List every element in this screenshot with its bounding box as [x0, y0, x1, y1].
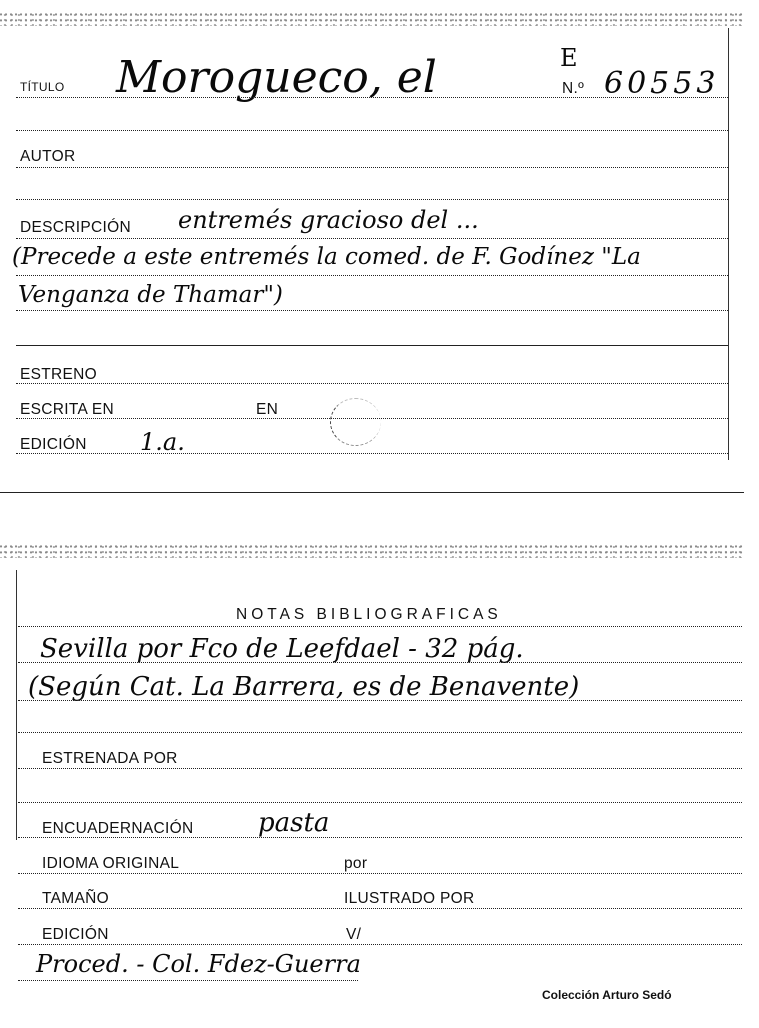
titulo-value: Morogueco, el [116, 52, 437, 103]
section-rule [16, 345, 728, 346]
catalog-card-top [0, 0, 759, 500]
descripcion-line-1: entremés gracioso del ... [178, 206, 479, 234]
notas-line-2: (Según Cat. La Barrera, es de Benavente) [28, 672, 580, 702]
descripcion-rule-3 [16, 310, 728, 311]
descripcion-line-2: (Precede a este entremés la comed. de F. Godínez "La [12, 244, 641, 270]
tamano-label: TAMAÑO [42, 890, 109, 907]
notas-rule-3 [18, 700, 742, 701]
titulo-rule [16, 97, 728, 98]
edicion-label: EDICIÓN [20, 436, 87, 453]
blank-rule-3 [18, 802, 742, 803]
estreno-rule [16, 383, 728, 384]
torn-edge [0, 544, 745, 558]
descripcion-line-3: Venganza de Thamar") [18, 282, 283, 308]
edicion-label-bottom: EDICIÓN [42, 926, 109, 943]
titulo-label: TÍTULO [20, 80, 65, 94]
tamano-rule [18, 908, 742, 909]
escrita-en-label: ESCRITA EN [20, 401, 115, 418]
ilustrado-label: ILUSTRADO POR [344, 890, 475, 907]
en-label: EN [256, 401, 279, 418]
card-left-edge [16, 570, 17, 840]
torn-edge [0, 12, 745, 26]
edicion-rule [16, 453, 728, 454]
proced-rule [18, 980, 358, 981]
notas-heading: NOTAS BIBLIOGRAFICAS [236, 606, 502, 623]
edicion-rule-bottom [18, 944, 742, 945]
descripcion-rule [16, 238, 728, 239]
descripcion-rule-2 [16, 275, 728, 276]
blank-rule-2 [16, 199, 728, 200]
estrenada-label: ESTRENADA POR [42, 750, 178, 767]
idioma-rule [18, 873, 742, 874]
page-divider [0, 492, 744, 493]
notas-line-1: Sevilla por Fco de Leefdael - 32 pág. [40, 634, 524, 664]
por-label: por [344, 855, 368, 872]
edicion-value: 1.a. [140, 428, 185, 456]
notas-rule-4 [18, 732, 742, 733]
v-label: V/ [346, 926, 362, 943]
autor-rule [16, 167, 728, 168]
notas-rule [18, 626, 742, 627]
estrenada-rule [18, 768, 742, 769]
card-number: 60553 [604, 66, 720, 101]
encuadernacion-value: pasta [258, 808, 330, 838]
card-right-edge [728, 28, 729, 460]
blank-rule-1 [16, 130, 728, 131]
faint-stamp-mark [330, 398, 381, 446]
proced-note: Proced. - Col. Fdez-Guerra [36, 950, 361, 978]
notas-rule-2 [18, 662, 742, 663]
encuadernacion-label: ENCUADERNACIÓN [42, 820, 194, 837]
collection-credit: Colección Arturo Sedó [542, 988, 672, 1002]
number-prefix: N.º [562, 80, 585, 97]
estreno-label: ESTRENO [20, 366, 98, 383]
catalog-card-bottom [0, 540, 759, 1028]
idioma-label: IDIOMA ORIGINAL [42, 855, 180, 872]
encuadernacion-rule [18, 837, 742, 838]
descripcion-label: DESCRIPCIÓN [20, 219, 131, 236]
autor-label: AUTOR [20, 148, 76, 165]
registry-letter: E [560, 44, 578, 72]
